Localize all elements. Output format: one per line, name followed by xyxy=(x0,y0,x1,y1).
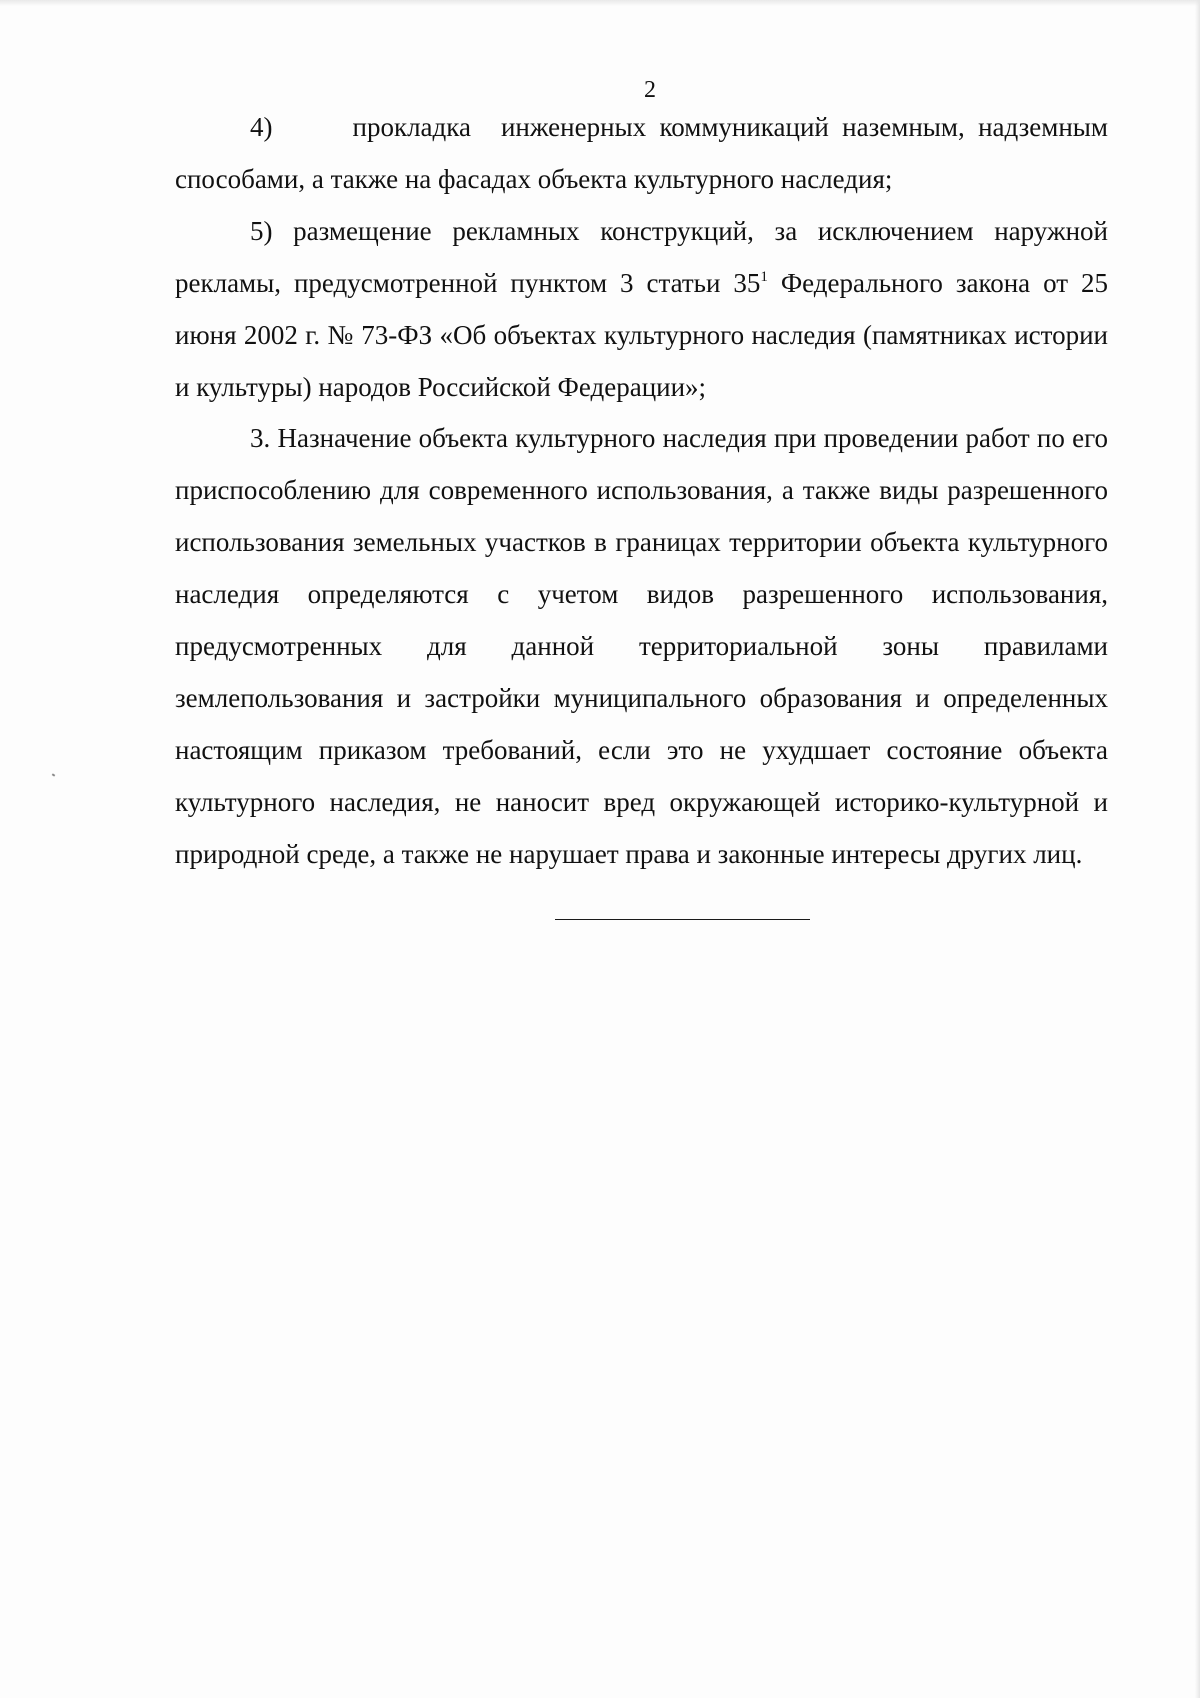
scan-speck xyxy=(52,773,56,776)
list-item-4 xyxy=(175,102,1108,206)
scan-edge-right xyxy=(1195,0,1200,1698)
list-item-5-text-after: Федерального закона от 25 июня 2002 г. № 73-ФЗ «Об объектах культурного наследия (памятниках истории и культуры) народов Российской Федерации»; xyxy=(175,267,1108,402)
page-number: 2 xyxy=(644,77,656,103)
superscript-marker: 1 xyxy=(760,268,768,285)
end-of-document-rule xyxy=(555,919,810,920)
list-item-5 xyxy=(175,206,1108,414)
list-item-5-text-before: 5) размещение рекламных конструкций, за исключением наружной рекламы, предусмотренной пунктом 3 статьи 35 xyxy=(175,215,1108,298)
list-item-4-text: инженерных коммуникаций наземным, надземным способами, а также на фасадах объекта культурного наследия; xyxy=(175,112,1108,194)
document-body xyxy=(175,102,1108,881)
paragraph-3: 3. Назначение объекта культурного наследия при проведении работ по его приспособлению для современного использования, а также виды разрешенного использования земельных участков в границах территории объекта культурного наследия определяются с учетом видов разрешенного использования, предусмотренных для данной территориальной зоны правилами землепользования и застройки муниципального образования и определенных настоящим приказом требований, если это не ухудшает состояние объекта культурного наследия, не наносит вред окружающей историко-культурной и природной среде, а также не нарушает права и законные интересы других лиц. xyxy=(175,423,1108,869)
list-item-4-word: прокладка xyxy=(352,112,471,142)
scan-edge-top xyxy=(0,0,1200,6)
list-item-4-number: 4) xyxy=(250,112,273,142)
